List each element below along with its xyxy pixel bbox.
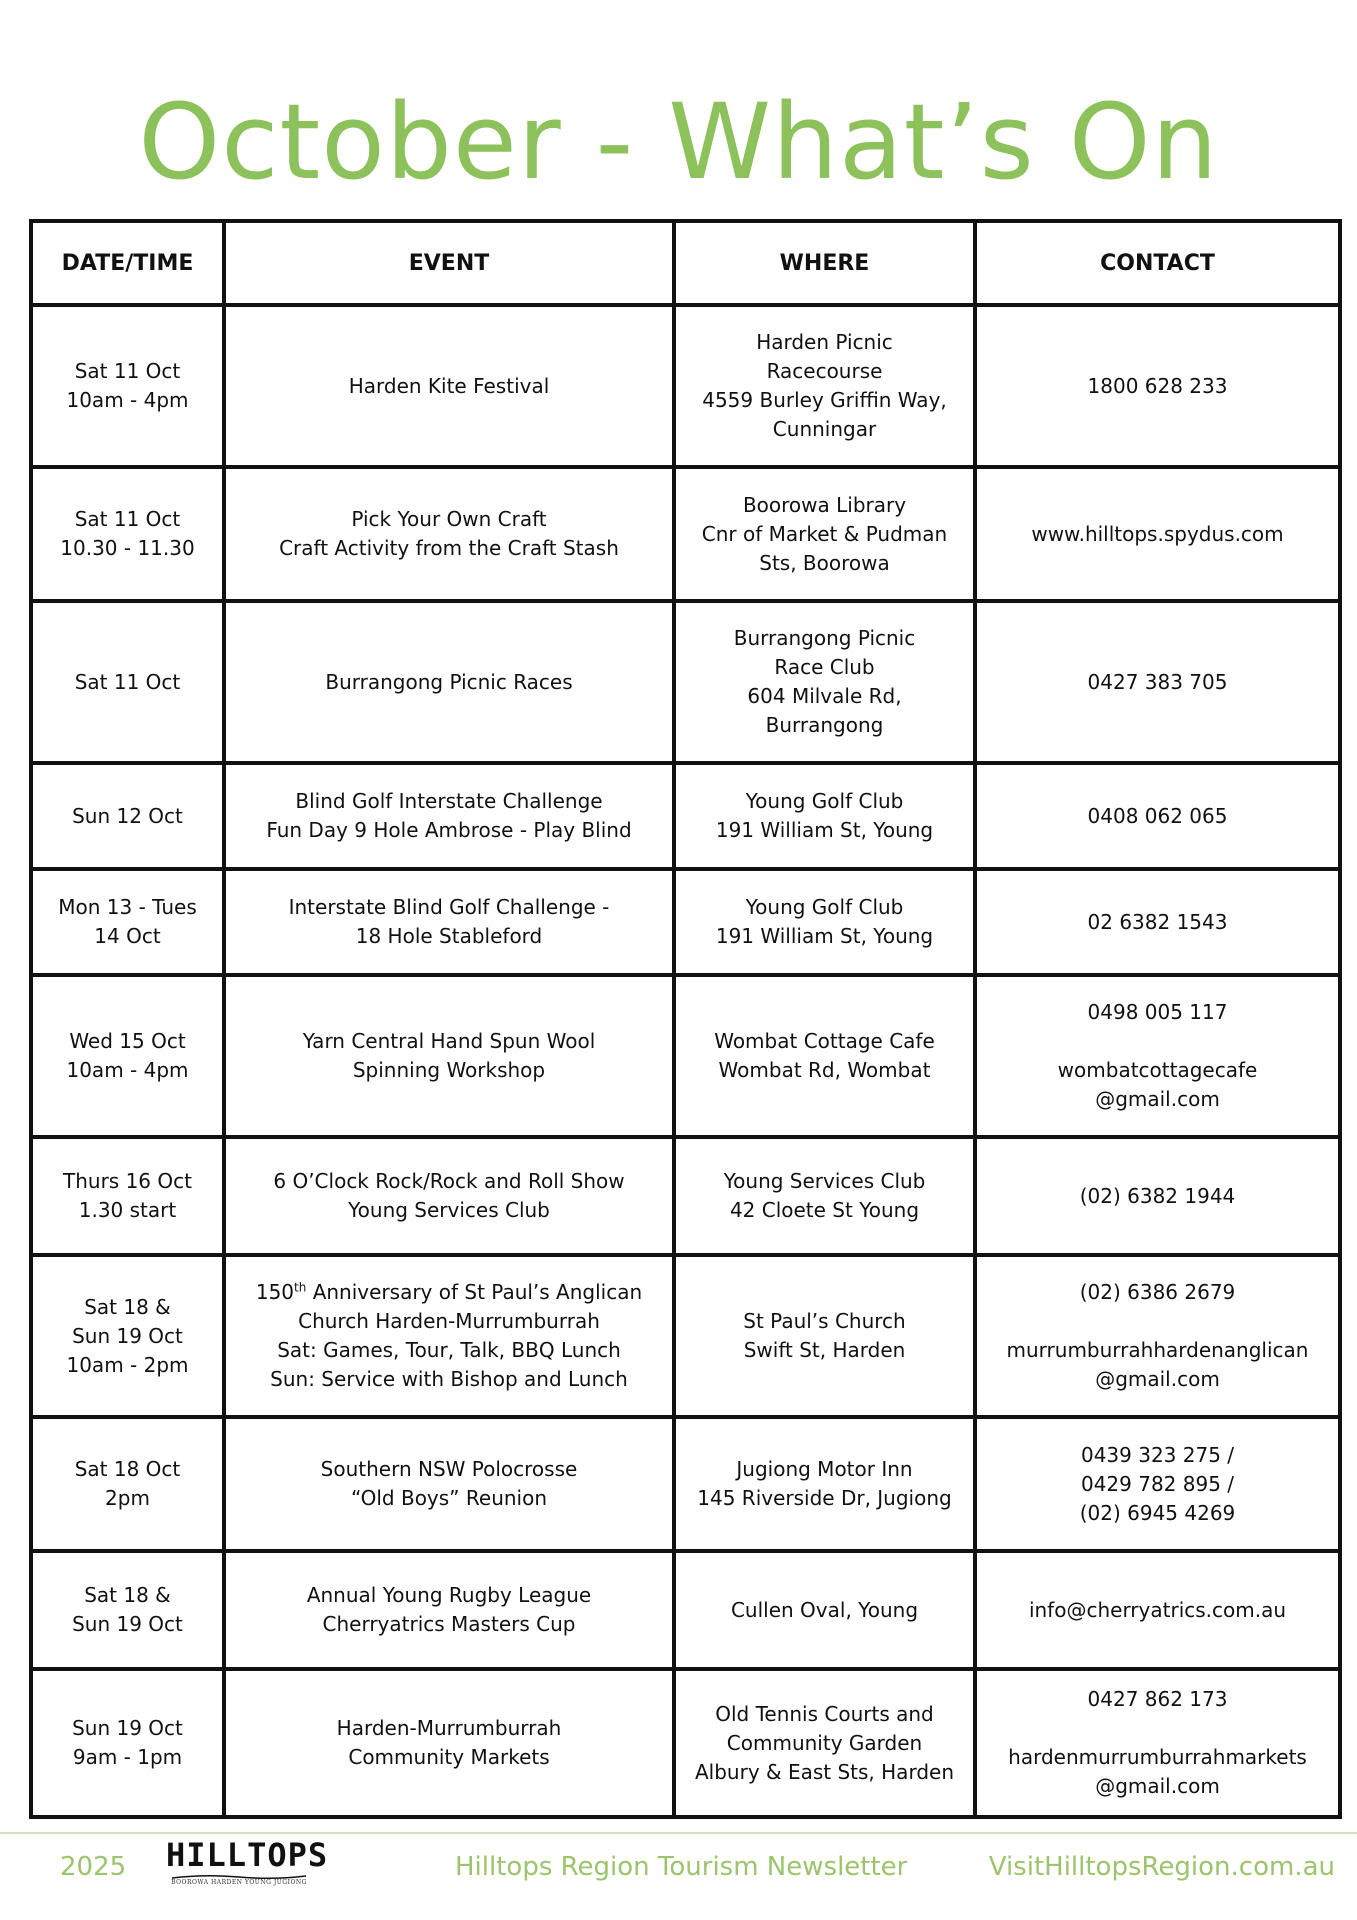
cell-where: Boorowa Library Cnr of Market & Pudman Sts, Boorowa	[674, 467, 975, 601]
cell-contact[interactable]: www.hilltops.spydus.com	[975, 467, 1340, 601]
cell-contact[interactable]: 0498 005 117 wombatcottagecafe @gmail.com	[975, 975, 1340, 1137]
cell-contact: 02 6382 1543	[975, 869, 1340, 975]
cell-event	[224, 1255, 674, 1417]
table-row	[31, 305, 1340, 467]
cell-where: Harden Picnic Racecourse 4559 Burley Griffin Way, Cunningar	[674, 305, 975, 467]
cell-date: Thurs 16 Oct 1.30 start	[31, 1137, 224, 1255]
cell-contact[interactable]: info@cherryatrics.com.au	[975, 1551, 1340, 1669]
cell-date: Sat 11 Oct	[31, 601, 224, 763]
header-where: WHERE	[674, 221, 975, 305]
cell-where: Jugiong Motor Inn 145 Riverside Dr, Jugiong	[674, 1417, 975, 1551]
logo-wave-icon	[172, 1874, 306, 1880]
table-row	[31, 1669, 1340, 1817]
cell-date: Mon 13 - Tues 14 Oct	[31, 869, 224, 975]
cell-event: Interstate Blind Golf Challenge - 18 Hole Stableford	[224, 869, 674, 975]
table-row	[31, 763, 1340, 869]
page-title: October - What’s On	[138, 81, 1219, 203]
cell-contact: 0408 062 065	[975, 763, 1340, 869]
table-row	[31, 975, 1340, 1137]
cell-where: Young Services Club 42 Cloete St Young	[674, 1137, 975, 1255]
table-row	[31, 1255, 1340, 1417]
anniversary-text: Anniversary of St Paul’s Anglican Church Harden-Murrumburrah Sat: Games, Tour, Talk, BBQ Lunch Sun: Service with Bishop and Lunch	[270, 1280, 643, 1391]
cell-event: Harden-Murrumburrah Community Markets	[224, 1669, 674, 1817]
cell-where: Burrangong Picnic Race Club 604 Milvale Rd, Burrangong	[674, 601, 975, 763]
cell-where: Old Tennis Courts and Community Garden Albury & East Sts, Harden	[674, 1669, 975, 1817]
cell-event: Yarn Central Hand Spun Wool Spinning Workshop	[224, 975, 674, 1137]
cell-date: Sat 11 Oct 10.30 - 11.30	[31, 467, 224, 601]
cell-date: Wed 15 Oct 10am - 4pm	[31, 975, 224, 1137]
cell-where: Young Golf Club 191 William St, Young	[674, 869, 975, 975]
table-row	[31, 601, 1340, 763]
table-row	[31, 467, 1340, 601]
header-contact: CONTACT	[975, 221, 1340, 305]
logo-wordmark: HILLTOPS	[166, 1836, 329, 1874]
logo-towns: BOOROWA HARDEN YOUNG JUGIONG	[171, 1879, 307, 1886]
table-row	[31, 869, 1340, 975]
cell-event: Pick Your Own Craft Craft Activity from the Craft Stash	[224, 467, 674, 601]
header-event: EVENT	[224, 221, 674, 305]
cell-event: Blind Golf Interstate Challenge Fun Day 9 Hole Ambrose - Play Blind	[224, 763, 674, 869]
table-row	[31, 1551, 1340, 1669]
footer-website-link[interactable]: VisitHilltopsRegion.com.au	[988, 1852, 1335, 1882]
cell-date: Sun 12 Oct	[31, 763, 224, 869]
events-table	[29, 219, 1342, 1819]
cell-date: Sat 18 & Sun 19 Oct 10am - 2pm	[31, 1255, 224, 1417]
footer-newsletter: Hilltops Region Tourism Newsletter	[455, 1852, 908, 1882]
table-row	[31, 1137, 1340, 1255]
cell-date: Sat 18 Oct 2pm	[31, 1417, 224, 1551]
cell-contact: 1800 628 233	[975, 305, 1340, 467]
cell-where: Young Golf Club 191 William St, Young	[674, 763, 975, 869]
anniversary-number: 150	[255, 1280, 295, 1304]
table-row	[31, 1417, 1340, 1551]
footer-year: 2025	[60, 1852, 127, 1882]
cell-where: Cullen Oval, Young	[674, 1551, 975, 1669]
cell-event: Burrangong Picnic Races	[224, 601, 674, 763]
cell-event: Southern NSW Polocrosse “Old Boys” Reunion	[224, 1417, 674, 1551]
cell-event: Harden Kite Festival	[224, 305, 674, 467]
cell-contact: 0427 383 705	[975, 601, 1340, 763]
ordinal-suffix: th	[294, 1280, 307, 1295]
cell-date: Sun 19 Oct 9am - 1pm	[31, 1669, 224, 1817]
cell-event: 6 O’Clock Rock/Rock and Roll Show Young Services Club	[224, 1137, 674, 1255]
cell-contact: (02) 6382 1944	[975, 1137, 1340, 1255]
hilltops-logo	[166, 1836, 329, 1894]
footer-divider	[0, 1832, 1357, 1834]
table-header-row	[31, 221, 1340, 305]
cell-contact: 0439 323 275 / 0429 782 895 / (02) 6945 4269	[975, 1417, 1340, 1551]
cell-contact[interactable]: 0427 862 173 hardenmurrumburrahmarkets @gmail.com	[975, 1669, 1340, 1817]
cell-where: Wombat Cottage Cafe Wombat Rd, Wombat	[674, 975, 975, 1137]
header-date-time: DATE/TIME	[31, 221, 224, 305]
cell-where: St Paul’s Church Swift St, Harden	[674, 1255, 975, 1417]
cell-contact[interactable]: (02) 6386 2679 murrumburrahhardenanglican @gmail.com	[975, 1255, 1340, 1417]
cell-date: Sat 11 Oct 10am - 4pm	[31, 305, 224, 467]
cell-date: Sat 18 & Sun 19 Oct	[31, 1551, 224, 1669]
cell-event: Annual Young Rugby League Cherryatrics Masters Cup	[224, 1551, 674, 1669]
